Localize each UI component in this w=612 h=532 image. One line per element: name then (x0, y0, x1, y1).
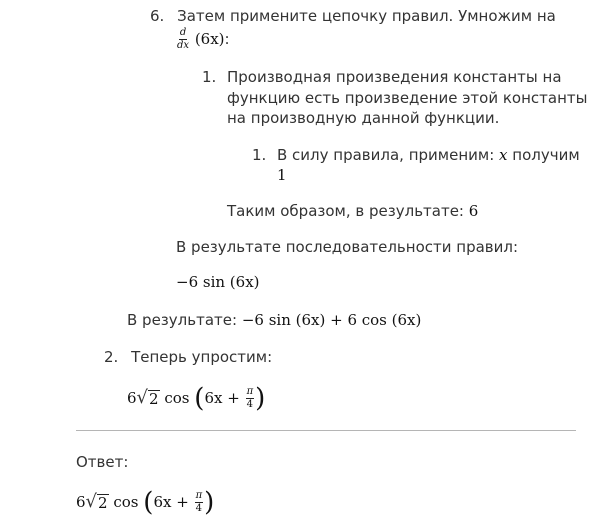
sqrt: √ 2 (136, 387, 159, 408)
sequence-expression: −6 sin (6x) (176, 273, 260, 291)
step-number: 2. (104, 348, 119, 366)
substep-line-2: функцию есть произведение этой константы (227, 89, 588, 107)
variable-x: x (499, 146, 508, 164)
fraction-d-dx: $\frac{d}{dx}$ (177, 27, 190, 51)
answer-expression: 6 √ 2 cos (6x + $\frac{\pi}{4}$ ) (76, 487, 215, 518)
result-line: В результате: −6 sin (6x) + 6 cos (6x) (127, 311, 422, 329)
divider (76, 430, 576, 431)
fraction-pi-4: $\frac{\pi}{4}$ (195, 490, 203, 514)
answer-label: Ответ: (76, 453, 129, 471)
result-expression: −6 sin (6x) + 6 cos (6x) (241, 311, 422, 329)
substep-line-1: Производная произведения константы на (227, 68, 562, 86)
substep-number: 1. (202, 68, 217, 86)
step-number: 6. (150, 7, 165, 25)
subsubstep-text: В силу правила, применим: x получим (277, 146, 580, 164)
derivative-argument: (6x) (194, 30, 225, 48)
thus-value: 6 (468, 202, 479, 220)
thus-line: Таким образом, в результате: 6 (227, 202, 479, 220)
simplified-expression: 6 √ 2 cos (6x + $\frac{\pi}{4}$ ) (127, 383, 266, 414)
step-6 (150, 6, 556, 26)
subsubstep-result: 1 (277, 166, 287, 184)
step-2 (104, 347, 272, 367)
step-text: Затем примените цепочку правил. Умножим на (177, 7, 556, 25)
colon: : (224, 30, 230, 48)
sequence-text: В результате последовательности правил: (176, 238, 519, 256)
fraction-pi-4: $\frac{\pi}{4}$ (246, 386, 254, 410)
subsubstep-number: 1. (252, 146, 267, 164)
sqrt: √ 2 (85, 491, 108, 512)
step-text: Теперь упростим: (131, 348, 273, 366)
derivative-operator (176, 26, 230, 52)
substep-line-3: на производную данной функции. (227, 109, 500, 127)
